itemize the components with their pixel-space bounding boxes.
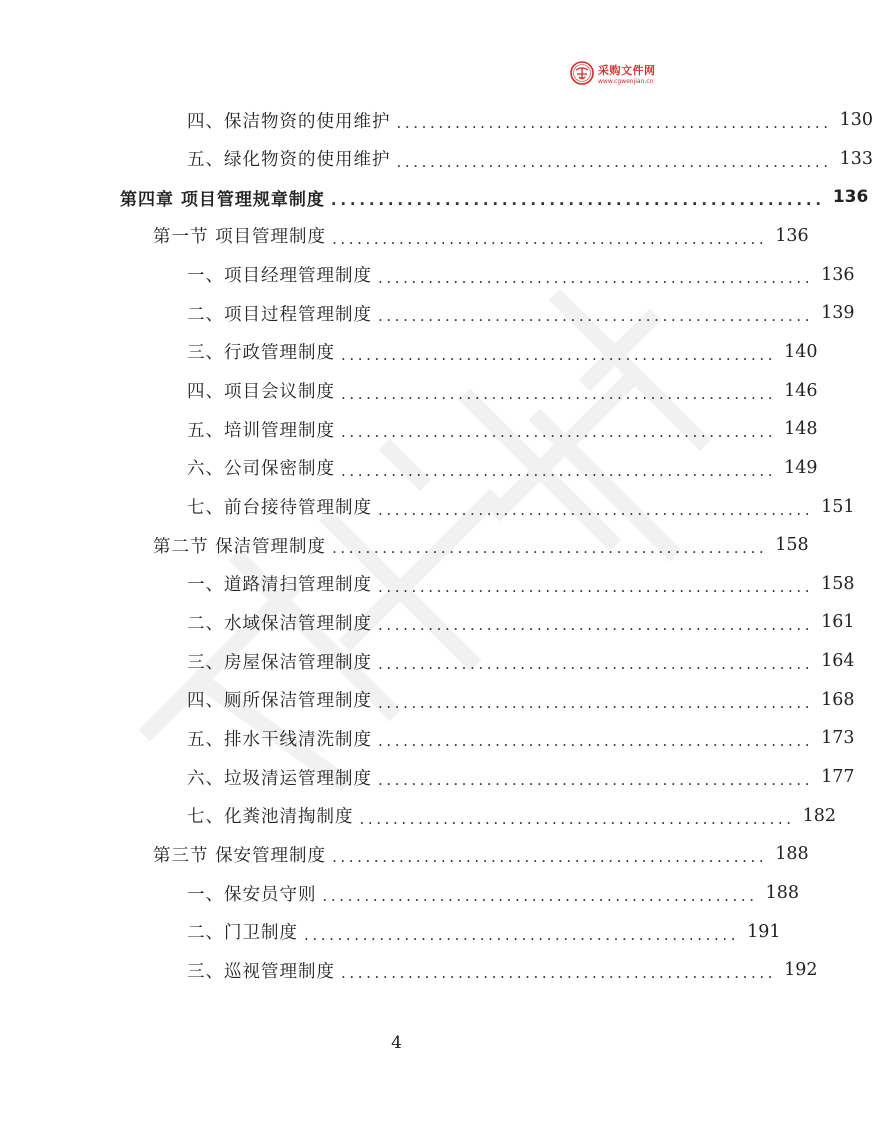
toc-entry-section[interactable] <box>153 835 809 873</box>
toc-entry-item[interactable] <box>187 797 837 835</box>
toc-dot-leader: .................................................... <box>341 461 777 480</box>
toc-page-number: 151 <box>821 496 855 517</box>
toc-page-number: 136 <box>832 187 869 208</box>
toc-entry-title: 五、培训管理制度 <box>187 420 335 441</box>
toc-entry-item[interactable] <box>187 758 855 796</box>
toc-dot-leader: .................................................... <box>378 500 814 519</box>
toc-entry-item[interactable] <box>187 719 855 757</box>
logo-brand-text: 采购文件网 <box>598 64 656 77</box>
toc-page-number: 136 <box>775 225 809 246</box>
toc-entry-title: 四、保洁物资的使用维护 <box>187 111 391 132</box>
toc-page-number: 146 <box>784 380 818 401</box>
logo-domain-text: www.cgwenjian.cn <box>598 78 654 85</box>
toc-entry-item[interactable] <box>187 642 855 680</box>
toc-page-number: 161 <box>821 612 855 633</box>
toc-dot-leader: .................................................... <box>378 577 814 596</box>
toc-dot-leader: .................................................... <box>330 191 825 210</box>
toc-entry-title: 二、水域保洁管理制度 <box>187 613 372 634</box>
toc-entry-title: 六、垃圾清运管理制度 <box>187 768 372 789</box>
toc-entry-title: 第一节 项目管理制度 <box>153 227 327 248</box>
toc-dot-leader: .................................................... <box>332 848 768 867</box>
toc-page-number: 158 <box>821 573 855 594</box>
toc-dot-leader: .................................................... <box>341 423 777 442</box>
logo-seal-icon <box>570 61 594 85</box>
toc-entry-title: 第三节 保安管理制度 <box>153 845 327 866</box>
toc-entry-item[interactable] <box>187 603 855 641</box>
toc-entry-item[interactable] <box>187 256 855 294</box>
toc-entry-title: 一、保安员守则 <box>187 884 317 905</box>
toc-entry-title: 二、项目过程管理制度 <box>187 304 372 325</box>
toc-dot-leader: .................................................... <box>322 887 758 905</box>
toc-dot-leader: .................................................... <box>332 229 768 248</box>
toc-page-number: 164 <box>821 651 855 672</box>
toc-entry-item[interactable] <box>187 449 818 487</box>
toc-page-number: 188 <box>765 883 800 903</box>
toc-entry-item[interactable] <box>187 333 818 371</box>
toc-page-number: 182 <box>802 805 837 826</box>
toc-dot-leader: .................................................... <box>378 693 814 712</box>
toc-entry-item[interactable] <box>187 951 818 989</box>
toc-dot-leader: .................................................... <box>378 307 814 326</box>
toc-dot-leader: .................................................... <box>378 655 814 674</box>
toc-entry-title: 二、门卫制度 <box>187 923 298 944</box>
toc-page-number: 139 <box>821 303 855 324</box>
toc-entry-item[interactable] <box>187 488 855 526</box>
toc-entry-title: 三、房屋保洁管理制度 <box>187 652 372 673</box>
toc-entry-title: 六、公司保密制度 <box>187 459 335 480</box>
toc-entry-item[interactable] <box>187 101 873 139</box>
toc-dot-leader: .................................................... <box>378 732 814 751</box>
toc-page-number: 133 <box>839 148 873 169</box>
toc-entry-title: 第二节 保洁管理制度 <box>153 536 327 557</box>
toc-entry-item[interactable] <box>187 913 781 951</box>
toc-dot-leader: .................................................... <box>378 616 814 635</box>
toc-page-number: 130 <box>839 110 873 130</box>
toc-entry-section[interactable] <box>153 217 809 255</box>
toc-entry-title: 四、厕所保洁管理制度 <box>187 691 372 712</box>
toc-dot-leader: .................................................... <box>341 964 777 983</box>
toc-page-number: 148 <box>784 419 818 440</box>
toc-dot-leader: .................................................... <box>341 384 777 403</box>
toc-entry-item[interactable] <box>187 565 855 603</box>
toc-dot-leader: .................................................... <box>378 771 814 790</box>
toc-dot-leader: .................................................... <box>359 809 795 828</box>
toc-entry-title: 四、项目会议制度 <box>187 382 335 403</box>
toc-dot-leader: .................................................... <box>332 539 768 558</box>
toc-page-number: 140 <box>784 341 818 362</box>
header-logo <box>570 59 680 89</box>
toc-entry-title: 七、前台接待管理制度 <box>187 498 372 518</box>
toc-dot-leader: .................................................... <box>396 114 832 132</box>
toc-page-number: 168 <box>821 689 855 710</box>
toc-entry-item[interactable] <box>187 874 800 912</box>
toc-entry-section[interactable] <box>153 526 809 564</box>
toc-entry-title: 一、道路清扫管理制度 <box>187 575 372 596</box>
toc-entry-title: 三、行政管理制度 <box>187 343 335 364</box>
toc-entry-item[interactable] <box>187 372 818 410</box>
toc-dot-leader: .................................................... <box>304 925 740 944</box>
toc-dot-leader: .................................................... <box>378 268 814 287</box>
toc-entry-item[interactable] <box>187 681 855 719</box>
toc-page-number: 136 <box>821 264 855 285</box>
toc-entry-item[interactable] <box>187 294 855 332</box>
toc-entry-item[interactable] <box>187 140 873 178</box>
toc-dot-leader: .................................................... <box>396 152 832 171</box>
toc-dot-leader: .................................................... <box>341 345 777 364</box>
page-number: 4 <box>391 1033 402 1053</box>
toc-entry-title: 一、项目经理管理制度 <box>187 266 372 287</box>
toc-entry-title: 五、绿化物资的使用维护 <box>187 150 391 171</box>
toc-page-number: 158 <box>775 535 809 556</box>
toc-page-number: 149 <box>784 457 818 478</box>
toc-page-number: 191 <box>747 921 781 942</box>
toc-page-number: 192 <box>784 960 818 981</box>
toc-entry-chapter[interactable] <box>120 178 869 216</box>
toc-page-number: 173 <box>821 728 855 749</box>
toc-page-number: 188 <box>775 844 809 865</box>
toc-entry-item[interactable] <box>187 410 818 448</box>
toc-entry-title: 七、化粪池清掏制度 <box>187 807 354 828</box>
toc-entry-title: 三、巡视管理制度 <box>187 961 335 982</box>
toc-page-number: 177 <box>821 767 855 788</box>
toc-entry-title: 第四章 项目管理规章制度 <box>120 189 325 210</box>
toc-entry-title: 五、排水干线清洗制度 <box>187 729 372 750</box>
